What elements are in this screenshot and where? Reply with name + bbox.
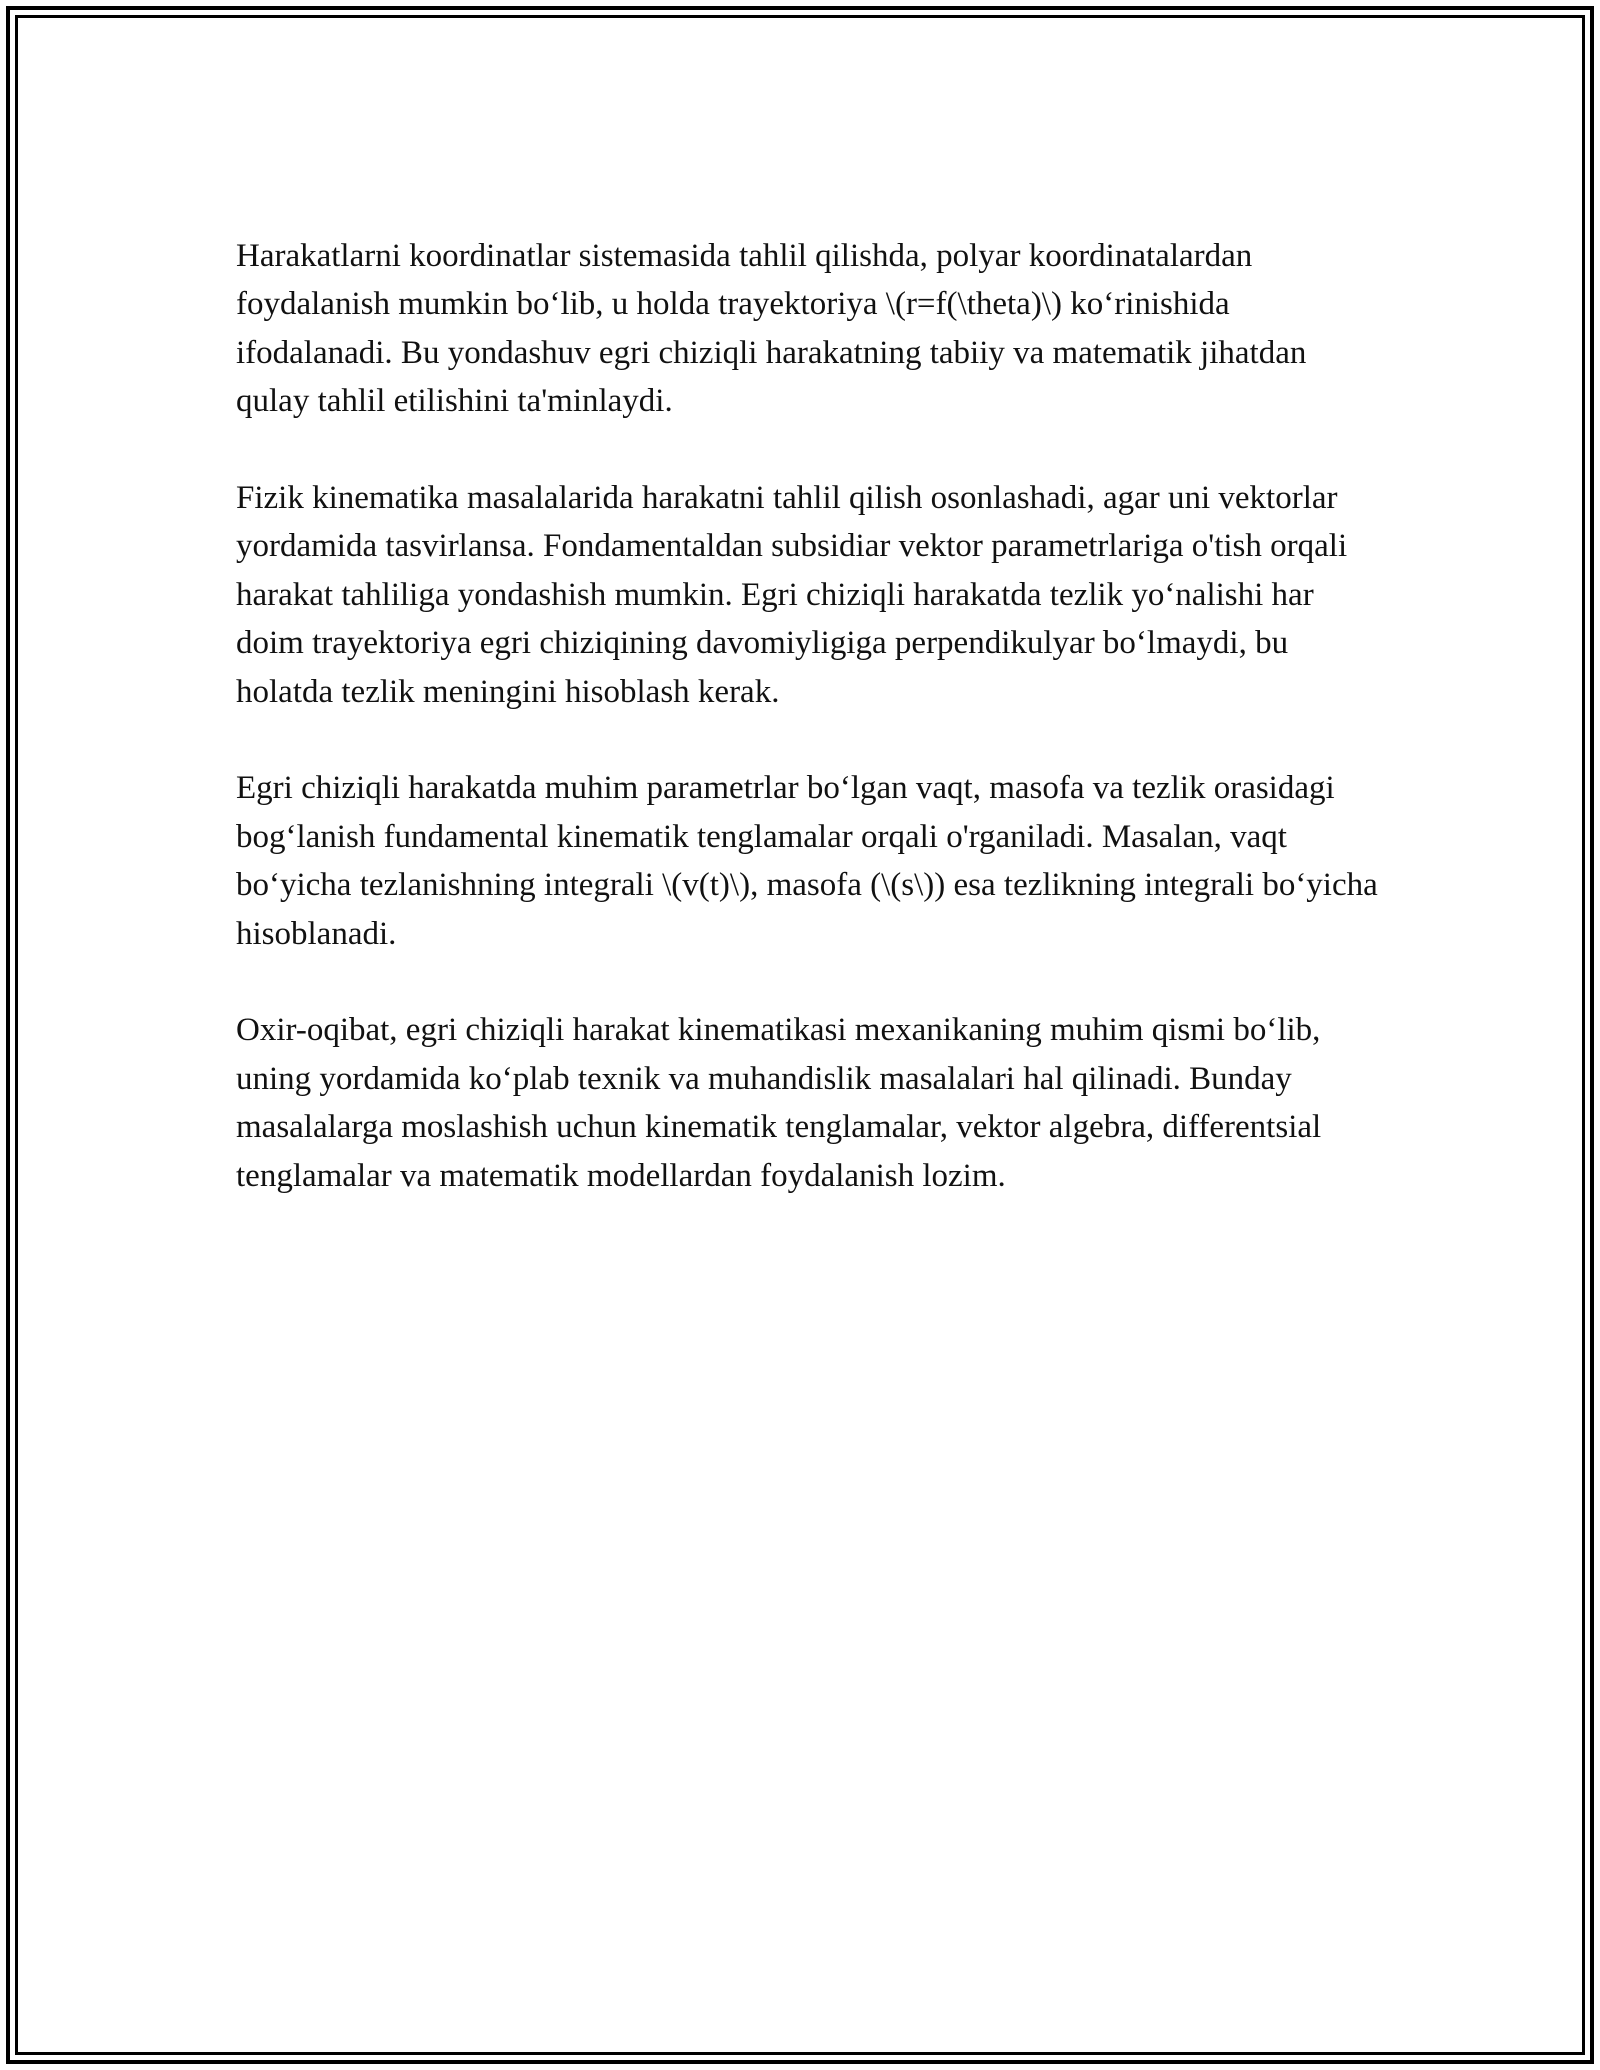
paragraph-kinematic-equations: Egri chiziqli harakatda muhim parametrlar bo‘lgan vaqt, masofa va tezlik orasidagi bog‘lanish fundamental kinematik tenglamalar orqali o'rganiladi. Masalan, vaqt bo‘yicha tezlanishning integrali \(v(t)\), masofa (\(s\)) esa tezlikning integrali bo‘yicha hisoblanadi. [236, 770, 1378, 952]
document-body [236, 232, 1381, 1200]
paragraph-vector-kinematics: Fizik kinematika masalalarida harakatni tahlil qilish osonlashadi, agar uni vektorlar yordamida tasvirlansa. Fondamentaldan subsidiar vektor parametrlariga o'tish orqali harakat tahliliga yondashish mumkin. Egri chiziqli harakatda tezlik yo‘nalishi har doim trayektoriya egri chiziqining davomiyligiga perpendikulyar bo‘lmaydi, bu holatda tezlik meningini hisoblash kerak. [236, 480, 1348, 710]
paragraph-polar-coordinates: Harakatlarni koordinatlar sistemasida tahlil qilishda, polyar koordinatalardan foydalanish mumkin bo‘lib, u holda trayektoriya \(r=f(\theta)\) ko‘rinishida ifodalanadi. Bu yondashuv egri chiziqli harakatning tabiiy va matematik jihatdan qulay tahlil etilishini ta'minlaydi. [236, 238, 1307, 420]
paragraph-conclusion: Oxir-oqibat, egri chiziqli harakat kinematikasi mexanikaning muhim qismi bo‘lib, uning yordamida ko‘plab texnik va muhandislik masalalari hal qilinadi. Bunday masalalarga moslashish uchun kinematik tenglamalar, vektor algebra, differentsial tenglamalar va matematik modellardan foydalanish lozim. [236, 1012, 1322, 1194]
